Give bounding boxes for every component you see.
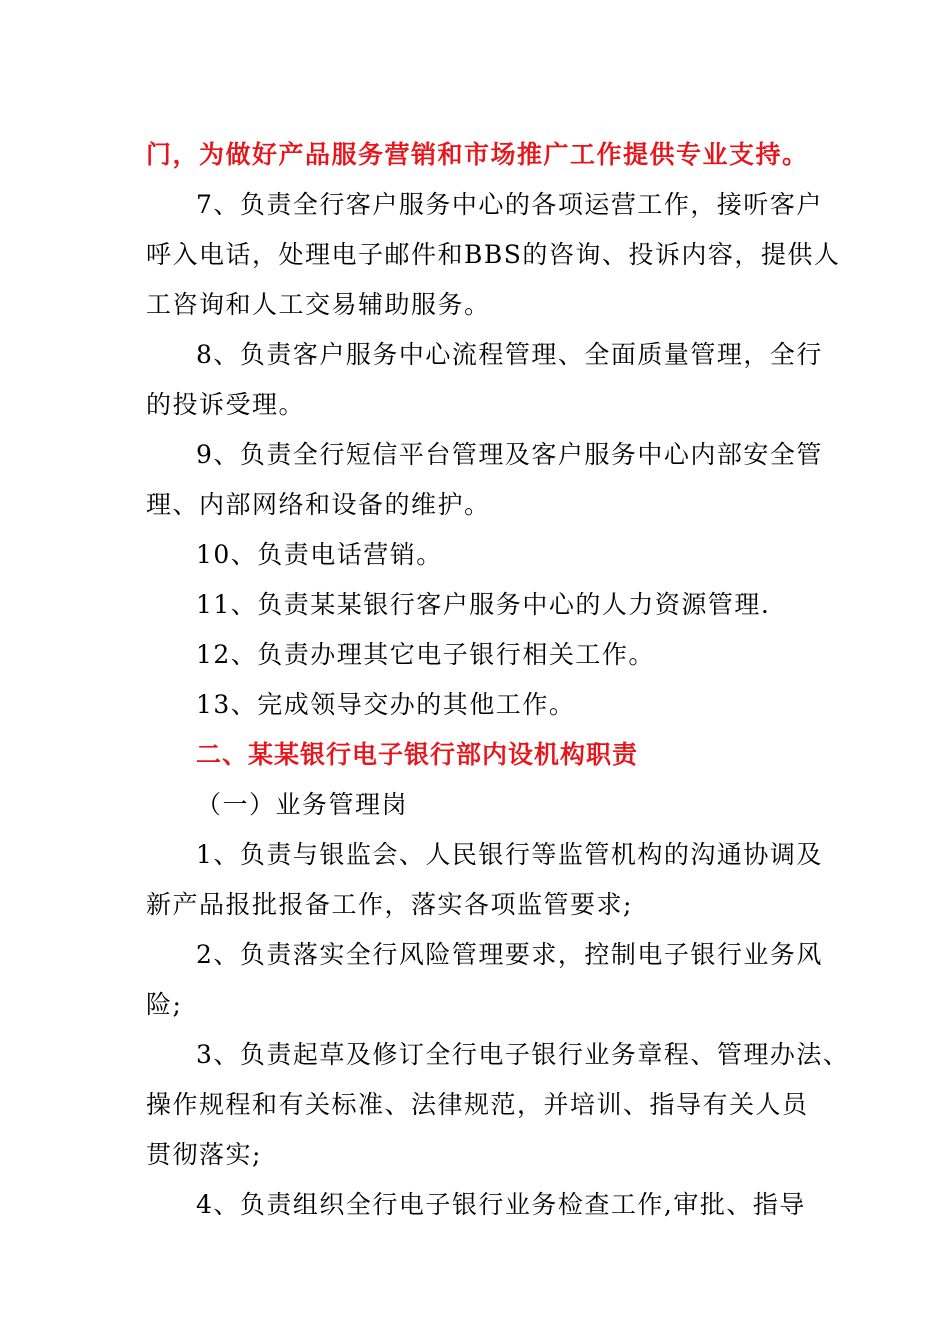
- paragraph-line: 门，为做好产品服务营销和市场推广工作提供专业支持。: [146, 140, 809, 169]
- paragraph-line: 1、负责与银监会、人民银行等监管机构的沟通协调及: [196, 840, 823, 869]
- paragraph-line: 7、负责全行客户服务中心的各项运营工作，接听客户: [196, 190, 823, 219]
- subsection-title: （一）业务管理岗: [196, 790, 409, 819]
- paragraph-line: 理、内部网络和设备的维护。: [146, 490, 491, 519]
- paragraph-line: 3、负责起草及修订全行电子银行业务章程、管理办法、: [196, 1040, 850, 1069]
- paragraph-line: 新产品报批报备工作，落实各项监管要求;: [146, 890, 633, 919]
- paragraph-line: 13、完成领导交办的其他工作。: [196, 690, 576, 719]
- section-heading: 二、某某银行电子银行部内设机构职责: [196, 740, 639, 769]
- paragraph-line: 呼入电话，处理电子邮件和BBS的咨询、投诉内容，提供人: [146, 240, 841, 269]
- paragraph-line: 11、负责某某银行客户服务中心的人力资源管理.: [196, 590, 771, 619]
- paragraph-line: 12、负责办理其它电子银行相关工作。: [196, 640, 655, 669]
- paragraph-line: 贯彻落实;: [146, 1140, 262, 1169]
- paragraph-line: 操作规程和有关标准、法律规范，并培训、指导有关人员: [146, 1090, 809, 1119]
- paragraph-line: 险;: [146, 990, 183, 1019]
- paragraph-line: 4、负责组织全行电子银行业务检查工作,审批、指导: [196, 1190, 806, 1219]
- paragraph-line: 8、负责客户服务中心流程管理、全面质量管理，全行: [196, 340, 823, 369]
- paragraph-line: 工咨询和人工交易辅助服务。: [146, 290, 491, 319]
- paragraph-line: 10、负责电话营销。: [196, 540, 443, 569]
- paragraph-line: 2、负责落实全行风险管理要求，控制电子银行业务风: [196, 940, 823, 969]
- paragraph-line: 的投诉受理。: [146, 390, 306, 419]
- paragraph-line: 9、负责全行短信平台管理及客户服务中心内部安全管: [196, 440, 823, 469]
